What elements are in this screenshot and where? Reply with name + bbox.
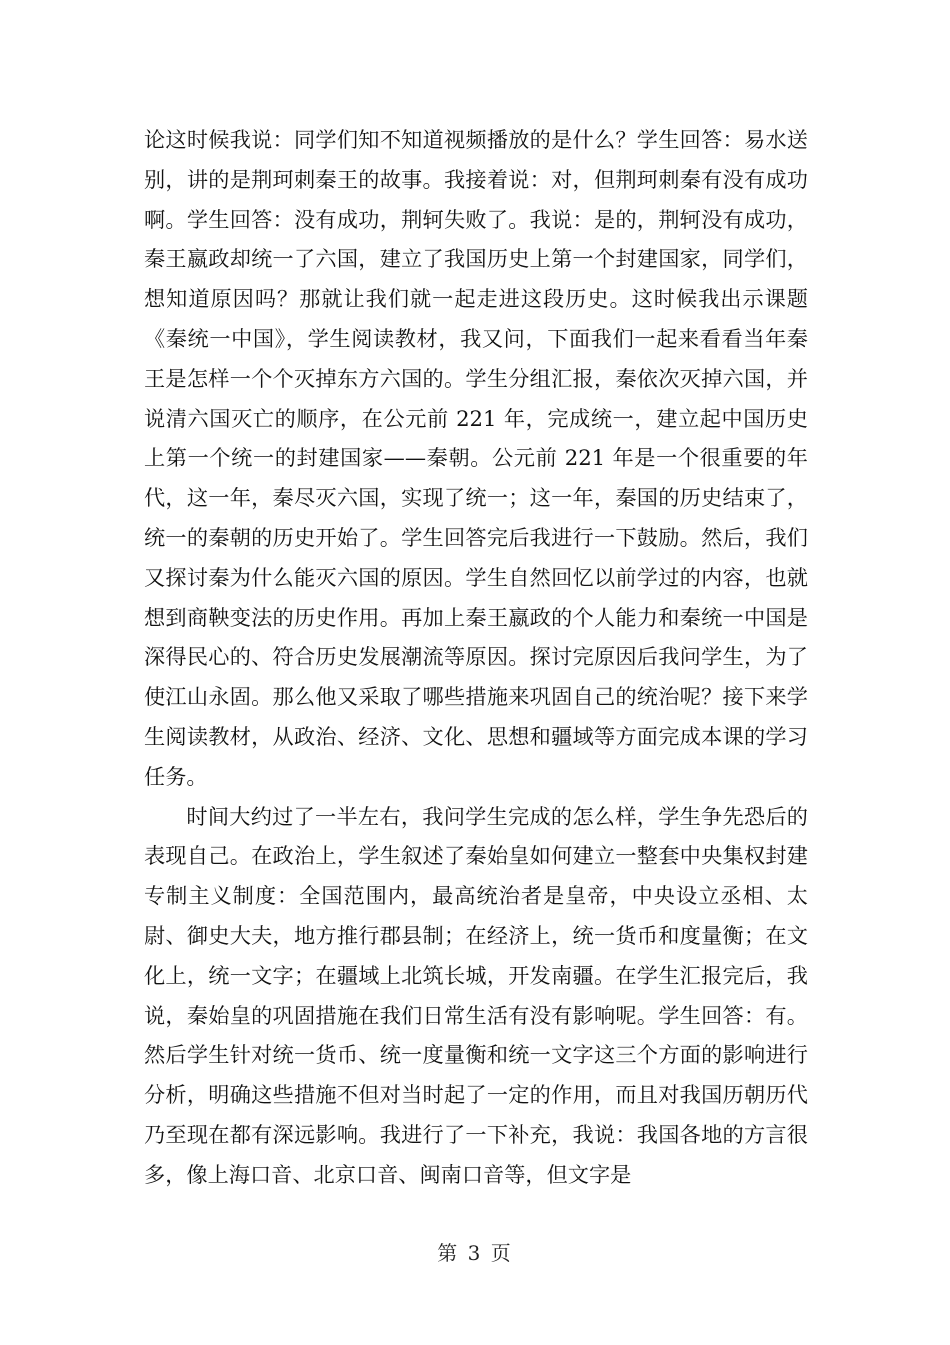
paragraph-1: 论这时候我说：同学们知不知道视频播放的是什么？学生回答：易水送别，讲的是荆珂刺秦王的故事。我接着说：对，但荆珂刺秦有没有成功啊。学生回答：没有成功，荆轲失败了。我说：是的，荆轲没有成功，秦王嬴政却统一了六国，建立了我国历史上第一个封建国家，同学们，想知道原因吗？那就让我们就一起走进这段历史。这时候我出示课题《秦统一中国》，学生阅读教材，我又问，下面我们一起来看看当年秦王是怎样一个个灭掉东方六国的。学生分组汇报，秦依次灭掉六国，并说清六国灭亡的顺序，在公元前 221 年，完成统一，建立起中国历史上第一个统一的封建国家——秦朝。公元前 221 年是一个很重要的年代，这一年，秦尽灭六国，实现了统一；这一年，秦国的历史结束了，统一的秦朝的历史开始了。学生回答完后我进行一下鼓励。然后，我们又探讨秦为什么能灭六国的原因。学生自然回忆以前学过的内容，也就想到商鞅变法的历史作用。再加上秦王嬴政的个人能力和秦统一中国是深得民心的、符合历史发展潮流等原因。探讨完原因后我问学生，为了使江山永固。那么他又采取了哪些措施来巩固自己的统治呢？接下来学生阅读教材，从政治、经济、文化、思想和疆域等方面完成本课的学习任务。 (144, 127, 808, 789)
body-text (144, 120, 808, 1195)
page-number: 第 3 页 (437, 1241, 513, 1265)
paragraph-2: 时间大约过了一半左右，我问学生完成的怎么样，学生争先恐后的表现自己。在政治上，学生叙述了秦始皇如何建立一整套中央集权封建专制主义制度：全国范围内，最高统治者是皇帝，中央设立丞相、太尉、御史大夫，地方推行郡县制；在经济上，统一货币和度量衡；在文化上，统一文字；在疆域上北筑长城，开发南疆。在学生汇报完后，我说，秦始皇的巩固措施在我们日常生活有没有影响呢。学生回答：有。然后学生针对统一货币、统一度量衡和统一文字这三个方面的影响进行分析，明确这些措施不但对当时起了一定的作用，而且对我国历朝历代乃至现在都有深远影响。我进行了一下补充，我说：我国各地的方言很多，像上海口音、北京口音、闽南口音等，但文字是 (144, 803, 808, 1187)
